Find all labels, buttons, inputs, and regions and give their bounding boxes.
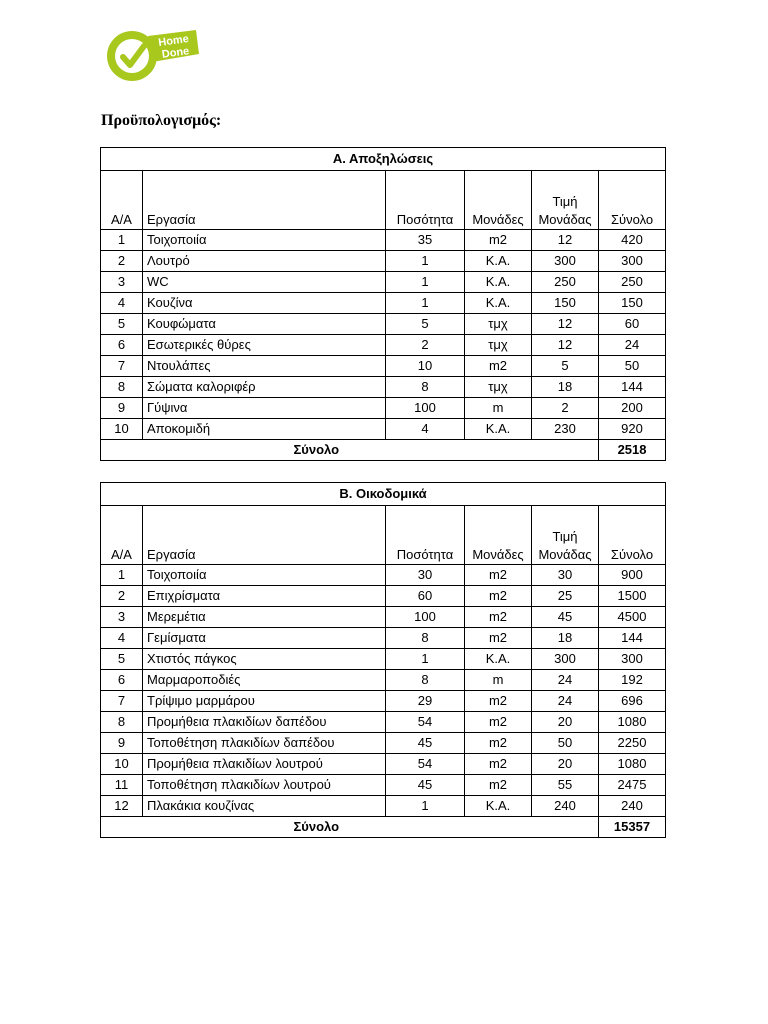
cell-quantity: 100 bbox=[386, 398, 465, 419]
column-header-unit-price: Τιμή Μονάδας bbox=[532, 171, 599, 230]
cell-task: Εσωτερικές θύρες bbox=[143, 335, 386, 356]
total-value: 15357 bbox=[599, 817, 666, 838]
table-row bbox=[101, 356, 666, 377]
cell-aa: 5 bbox=[101, 314, 143, 335]
cell-unit: m2 bbox=[465, 607, 532, 628]
table-row bbox=[101, 377, 666, 398]
cell-aa: 8 bbox=[101, 712, 143, 733]
cell-aa: 11 bbox=[101, 775, 143, 796]
cell-quantity: 45 bbox=[386, 733, 465, 754]
cell-unit-price: 18 bbox=[532, 628, 599, 649]
cell-sum: 60 bbox=[599, 314, 666, 335]
column-header-quantity: Ποσότητα bbox=[386, 506, 465, 565]
cell-sum: 192 bbox=[599, 670, 666, 691]
cell-task: Κουφώματα bbox=[143, 314, 386, 335]
table-title: Α. Αποξηλώσεις bbox=[101, 148, 666, 171]
construction-table bbox=[100, 482, 666, 838]
cell-unit: m2 bbox=[465, 565, 532, 586]
cell-sum: 4500 bbox=[599, 607, 666, 628]
cell-sum: 420 bbox=[599, 230, 666, 251]
cell-quantity: 1 bbox=[386, 293, 465, 314]
table-row bbox=[101, 419, 666, 440]
cell-unit-price: 24 bbox=[532, 691, 599, 712]
cell-task: Τρίψιμο μαρμάρου bbox=[143, 691, 386, 712]
column-header-task: Εργασία bbox=[143, 171, 386, 230]
total-row bbox=[101, 817, 666, 838]
table-row bbox=[101, 293, 666, 314]
cell-sum: 144 bbox=[599, 377, 666, 398]
cell-unit-price: 230 bbox=[532, 419, 599, 440]
cell-aa: 5 bbox=[101, 649, 143, 670]
cell-aa: 3 bbox=[101, 272, 143, 293]
table-header-row bbox=[101, 171, 666, 230]
cell-quantity: 10 bbox=[386, 356, 465, 377]
page-title: Προϋπολογισμός: bbox=[101, 112, 222, 129]
cell-unit-price: 20 bbox=[532, 754, 599, 775]
cell-unit: m2 bbox=[465, 628, 532, 649]
cell-unit-price: 30 bbox=[532, 565, 599, 586]
total-gap-cell bbox=[532, 440, 599, 461]
cell-unit: m bbox=[465, 670, 532, 691]
cell-unit: τμχ bbox=[465, 335, 532, 356]
cell-quantity: 4 bbox=[386, 419, 465, 440]
cell-sum: 240 bbox=[599, 796, 666, 817]
cell-quantity: 1 bbox=[386, 251, 465, 272]
logo-graphic bbox=[104, 24, 204, 84]
cell-unit-price: 300 bbox=[532, 649, 599, 670]
column-header-sum: Σύνολο bbox=[599, 506, 666, 565]
table-title: Β. Οικοδομικά bbox=[101, 483, 666, 506]
cell-task: Χτιστός πάγκος bbox=[143, 649, 386, 670]
cell-unit: m2 bbox=[465, 775, 532, 796]
cell-sum: 2475 bbox=[599, 775, 666, 796]
cell-unit-price: 150 bbox=[532, 293, 599, 314]
cell-unit: τμχ bbox=[465, 377, 532, 398]
cell-sum: 300 bbox=[599, 251, 666, 272]
cell-quantity: 29 bbox=[386, 691, 465, 712]
cell-aa: 2 bbox=[101, 251, 143, 272]
table-row bbox=[101, 335, 666, 356]
cell-unit-price: 12 bbox=[532, 230, 599, 251]
cell-sum: 250 bbox=[599, 272, 666, 293]
cell-aa: 3 bbox=[101, 607, 143, 628]
table-row bbox=[101, 314, 666, 335]
cell-task: Τοποθέτηση πλακιδίων λουτρού bbox=[143, 775, 386, 796]
cell-task: Τοποθέτηση πλακιδίων δαπέδου bbox=[143, 733, 386, 754]
cell-unit-price: 2 bbox=[532, 398, 599, 419]
cell-unit: m2 bbox=[465, 754, 532, 775]
cell-unit: Κ.Α. bbox=[465, 419, 532, 440]
cell-unit-price: 300 bbox=[532, 251, 599, 272]
cell-aa: 12 bbox=[101, 796, 143, 817]
column-header-unit-price: Τιμή Μονάδας bbox=[532, 506, 599, 565]
home-done-logo bbox=[104, 24, 204, 84]
cell-unit: Κ.Α. bbox=[465, 293, 532, 314]
table-row bbox=[101, 398, 666, 419]
table-row bbox=[101, 775, 666, 796]
cell-sum: 920 bbox=[599, 419, 666, 440]
cell-quantity: 1 bbox=[386, 272, 465, 293]
cell-unit-price: 240 bbox=[532, 796, 599, 817]
cell-sum: 150 bbox=[599, 293, 666, 314]
table-row bbox=[101, 649, 666, 670]
cell-quantity: 30 bbox=[386, 565, 465, 586]
table-row bbox=[101, 628, 666, 649]
cell-unit: m2 bbox=[465, 733, 532, 754]
table-row bbox=[101, 607, 666, 628]
cell-task: Πλακάκια κουζίνας bbox=[143, 796, 386, 817]
cell-task: Σώματα καλοριφέρ bbox=[143, 377, 386, 398]
cell-unit: m2 bbox=[465, 691, 532, 712]
cell-quantity: 8 bbox=[386, 628, 465, 649]
cell-aa: 10 bbox=[101, 419, 143, 440]
cell-quantity: 54 bbox=[386, 754, 465, 775]
column-header-aa: Α/Α bbox=[101, 506, 143, 565]
cell-unit-price: 5 bbox=[532, 356, 599, 377]
table-header-row bbox=[101, 506, 666, 565]
cell-unit: τμχ bbox=[465, 314, 532, 335]
cell-unit: m2 bbox=[465, 586, 532, 607]
cell-sum: 1080 bbox=[599, 712, 666, 733]
cell-aa: 2 bbox=[101, 586, 143, 607]
cell-unit: Κ.Α. bbox=[465, 796, 532, 817]
cell-quantity: 1 bbox=[386, 796, 465, 817]
cell-task: Γύψινα bbox=[143, 398, 386, 419]
cell-unit-price: 25 bbox=[532, 586, 599, 607]
cell-aa: 8 bbox=[101, 377, 143, 398]
cell-quantity: 100 bbox=[386, 607, 465, 628]
cell-task: Επιχρίσματα bbox=[143, 586, 386, 607]
cell-task: Μαρμαροποδιές bbox=[143, 670, 386, 691]
cell-unit: m bbox=[465, 398, 532, 419]
cell-unit: Κ.Α. bbox=[465, 251, 532, 272]
cell-quantity: 5 bbox=[386, 314, 465, 335]
cell-task: Μερεμέτια bbox=[143, 607, 386, 628]
cell-unit-price: 55 bbox=[532, 775, 599, 796]
cell-quantity: 8 bbox=[386, 670, 465, 691]
column-header-sum: Σύνολο bbox=[599, 171, 666, 230]
cell-quantity: 35 bbox=[386, 230, 465, 251]
table-row bbox=[101, 691, 666, 712]
cell-aa: 6 bbox=[101, 670, 143, 691]
cell-task: Τοιχοποιία bbox=[143, 565, 386, 586]
cell-sum: 24 bbox=[599, 335, 666, 356]
cell-unit: m2 bbox=[465, 712, 532, 733]
demolition-table bbox=[100, 147, 666, 461]
total-value: 2518 bbox=[599, 440, 666, 461]
total-gap-cell bbox=[532, 817, 599, 838]
cell-unit-price: 20 bbox=[532, 712, 599, 733]
column-header-units: Μονάδες bbox=[465, 171, 532, 230]
cell-aa: 6 bbox=[101, 335, 143, 356]
cell-unit-price: 18 bbox=[532, 377, 599, 398]
cell-sum: 1500 bbox=[599, 586, 666, 607]
cell-task: WC bbox=[143, 272, 386, 293]
column-header-aa: Α/Α bbox=[101, 171, 143, 230]
cell-task: Κουζίνα bbox=[143, 293, 386, 314]
table-row bbox=[101, 272, 666, 293]
cell-sum: 2250 bbox=[599, 733, 666, 754]
cell-aa: 10 bbox=[101, 754, 143, 775]
cell-unit-price: 12 bbox=[532, 314, 599, 335]
cell-task: Προμήθεια πλακιδίων λουτρού bbox=[143, 754, 386, 775]
cell-unit: m2 bbox=[465, 230, 532, 251]
cell-unit-price: 250 bbox=[532, 272, 599, 293]
cell-aa: 7 bbox=[101, 691, 143, 712]
cell-sum: 696 bbox=[599, 691, 666, 712]
cell-aa: 9 bbox=[101, 398, 143, 419]
cell-aa: 4 bbox=[101, 628, 143, 649]
cell-aa: 1 bbox=[101, 565, 143, 586]
cell-aa: 4 bbox=[101, 293, 143, 314]
table-row bbox=[101, 733, 666, 754]
cell-task: Γεμίσματα bbox=[143, 628, 386, 649]
cell-quantity: 1 bbox=[386, 649, 465, 670]
cell-quantity: 2 bbox=[386, 335, 465, 356]
table-row bbox=[101, 230, 666, 251]
cell-quantity: 8 bbox=[386, 377, 465, 398]
cell-task: Τοιχοποιία bbox=[143, 230, 386, 251]
cell-unit: Κ.Α. bbox=[465, 649, 532, 670]
cell-unit-price: 50 bbox=[532, 733, 599, 754]
cell-quantity: 54 bbox=[386, 712, 465, 733]
table-row bbox=[101, 796, 666, 817]
total-label: Σύνολο bbox=[101, 440, 532, 461]
cell-sum: 900 bbox=[599, 565, 666, 586]
total-label: Σύνολο bbox=[101, 817, 532, 838]
cell-unit-price: 24 bbox=[532, 670, 599, 691]
table-row bbox=[101, 586, 666, 607]
cell-aa: 9 bbox=[101, 733, 143, 754]
cell-quantity: 45 bbox=[386, 775, 465, 796]
table-row bbox=[101, 670, 666, 691]
cell-unit-price: 45 bbox=[532, 607, 599, 628]
column-header-task: Εργασία bbox=[143, 506, 386, 565]
table-row bbox=[101, 251, 666, 272]
cell-unit-price: 12 bbox=[532, 335, 599, 356]
cell-task: Λουτρό bbox=[143, 251, 386, 272]
total-row bbox=[101, 440, 666, 461]
cell-unit: m2 bbox=[465, 356, 532, 377]
cell-task: Ντουλάπες bbox=[143, 356, 386, 377]
logo-text-home: Home bbox=[157, 32, 190, 50]
table-row bbox=[101, 712, 666, 733]
cell-task: Αποκομιδή bbox=[143, 419, 386, 440]
logo-text-done: Done bbox=[161, 45, 191, 61]
column-header-quantity: Ποσότητα bbox=[386, 171, 465, 230]
table-row bbox=[101, 754, 666, 775]
cell-unit: Κ.Α. bbox=[465, 272, 532, 293]
cell-task: Προμήθεια πλακιδίων δαπέδου bbox=[143, 712, 386, 733]
cell-sum: 200 bbox=[599, 398, 666, 419]
cell-sum: 144 bbox=[599, 628, 666, 649]
cell-sum: 300 bbox=[599, 649, 666, 670]
cell-quantity: 60 bbox=[386, 586, 465, 607]
cell-aa: 7 bbox=[101, 356, 143, 377]
table-row bbox=[101, 565, 666, 586]
column-header-units: Μονάδες bbox=[465, 506, 532, 565]
cell-sum: 50 bbox=[599, 356, 666, 377]
cell-sum: 1080 bbox=[599, 754, 666, 775]
cell-aa: 1 bbox=[101, 230, 143, 251]
